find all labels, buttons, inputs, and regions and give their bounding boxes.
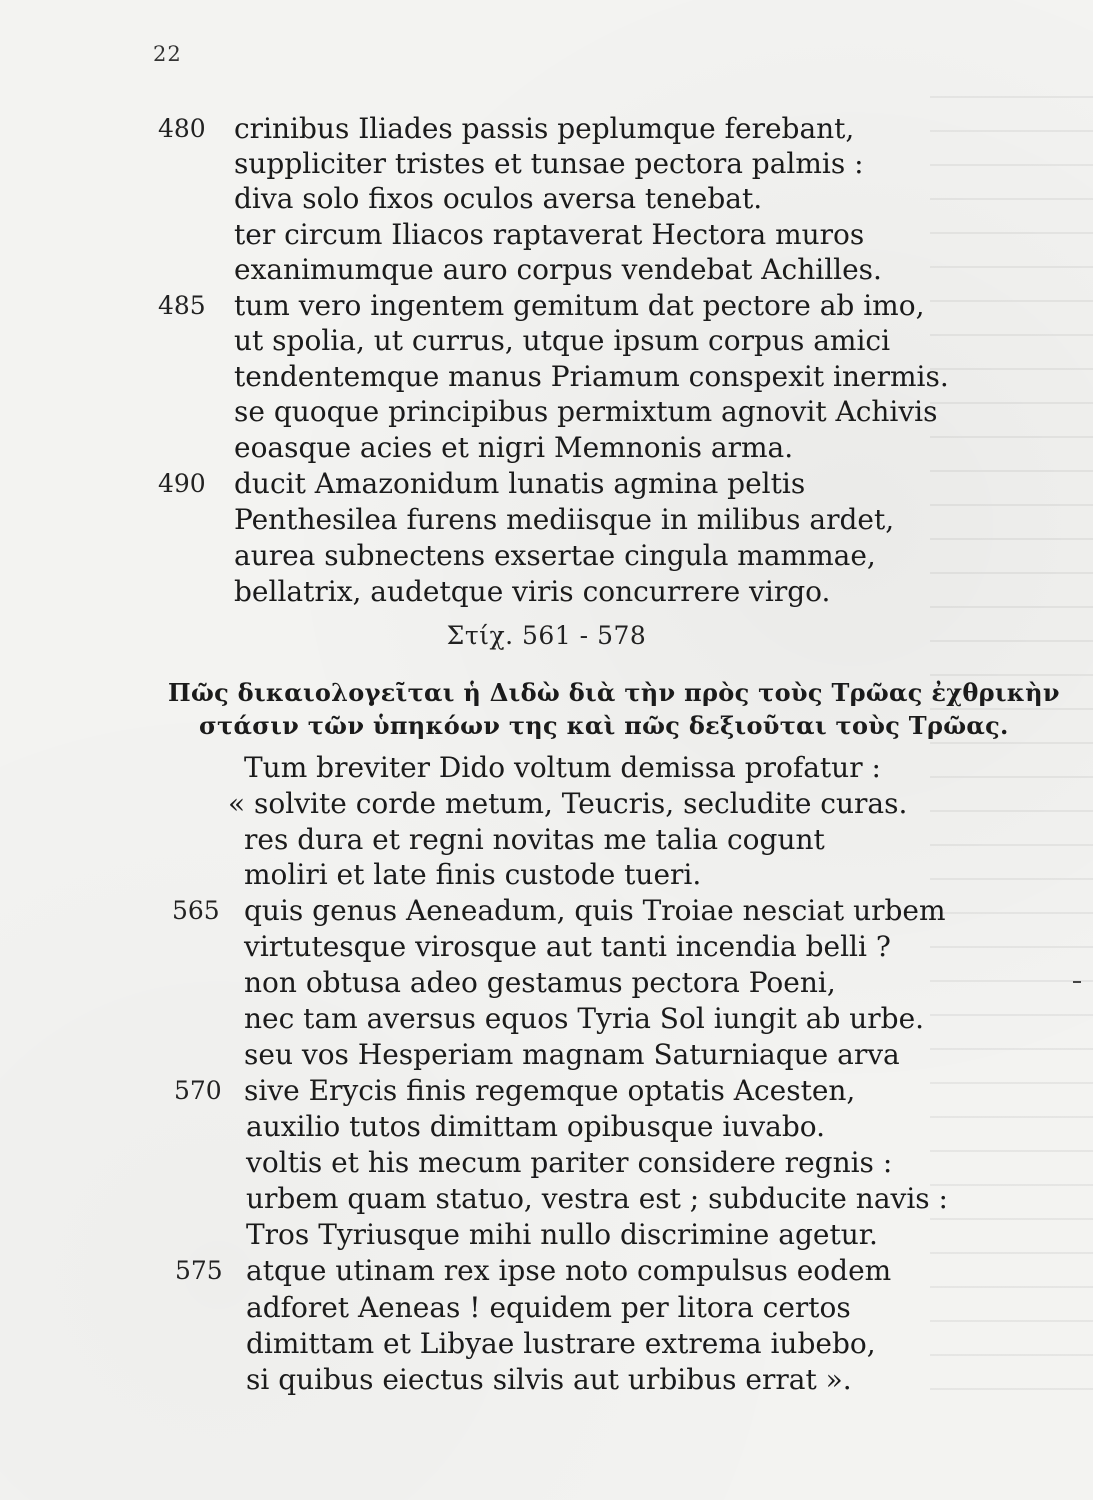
page-number: 22 [153, 42, 182, 66]
verse-text: atque utinam rex ipse noto compulsus eodem [246, 1254, 892, 1287]
verse-text: urbem quam statuo, vestra est ; subducite navis : [246, 1182, 948, 1215]
verse-text: non obtusa adeo gestamus pectora Poeni, [244, 966, 836, 999]
verse-text: diva solo fixos oculos aversa tenebat. [234, 182, 763, 215]
verse-text: nec tam aversus equos Tyria Sol iungit ab urbe. [244, 1002, 925, 1035]
verse-text: seu vos Hesperiam magnam Saturniaque arva [244, 1038, 900, 1071]
line-number: 570 [174, 1076, 222, 1105]
verse-text: ut spolia, ut currus, utque ipsum corpus amici [234, 324, 891, 357]
verse-text: exanimumque auro corpus vendebat Achilles. [234, 253, 882, 286]
verse-text: sive Erycis finis regemque optatis Acesten, [244, 1074, 856, 1107]
verse-text: ter circum Iliacos raptaverat Hectora muros [234, 218, 865, 251]
verse-text: res dura et regni novitas me talia cogunt [244, 823, 825, 856]
line-number: 490 [158, 469, 206, 498]
verse-text: tum vero ingentem gemitum dat pectore ab imo, [234, 289, 925, 322]
greek-title-line-1: Πῶς δικαιολογεῖται ἡ Διδὼ διὰ τὴν πρὸς τοὺς Τρῶας ἐχθρικὴν [168, 678, 1060, 707]
section-heading: Στίχ. 561 - 578 [446, 621, 647, 650]
line-number: 485 [158, 291, 206, 320]
margin-mark [1073, 981, 1081, 983]
verse-text: se quoque principibus permixtum agnovit Achivis [234, 395, 938, 428]
verse-text: Tros Tyriusque mihi nullo discrimine agetur. [246, 1218, 878, 1251]
verse-text: tendentemque manus Priamum conspexit inermis. [234, 360, 949, 393]
verse-text: quis genus Aeneadum, quis Troiae nesciat urbem [244, 894, 946, 927]
verse-text: « solvite corde metum, Teucris, secludite curas. [228, 787, 908, 820]
verse-text: si quibus eiectus silvis aut urbibus errat ». [246, 1363, 852, 1396]
verse-text: dimittam et Libyae lustrare extrema iubebo, [246, 1327, 876, 1360]
verse-text: auxilio tutos dimittam opibusque iuvabo. [246, 1110, 826, 1143]
line-number: 480 [158, 114, 206, 143]
verse-text: moliri et late finis custode tueri. [244, 858, 702, 891]
greek-title-line-2: στάσιν τῶν ὑπηκόων της καὶ πῶς δεξιοῦται τοὺς Τρῶας. [199, 711, 1009, 740]
verse-text: voltis et his mecum pariter considere regnis : [246, 1146, 893, 1179]
verse-text: eoasque acies et nigri Memnonis arma. [234, 431, 794, 464]
verse-text: bellatrix, audetque viris concurrere virgo. [234, 575, 831, 608]
verse-text: Penthesilea furens mediisque in milibus ardet, [234, 503, 895, 536]
verse-text: virtutesque virosque aut tanti incendia belli ? [244, 930, 891, 963]
line-number: 575 [175, 1256, 223, 1285]
verse-text: adforet Aeneas ! equidem per litora certos [246, 1291, 851, 1324]
line-number: 565 [172, 896, 220, 925]
verse-text: suppliciter tristes et tunsae pectora palmis : [234, 147, 864, 180]
verse-text: crinibus Iliades passis peplumque ferebant, [234, 112, 855, 145]
verse-text: Tum breviter Dido voltum demissa profatur : [244, 751, 881, 784]
verse-text: ducit Amazonidum lunatis agmina peltis [234, 467, 806, 500]
verse-text: aurea subnectens exsertae cingula mammae, [234, 539, 876, 572]
bleed-through-text [930, 96, 1093, 1416]
